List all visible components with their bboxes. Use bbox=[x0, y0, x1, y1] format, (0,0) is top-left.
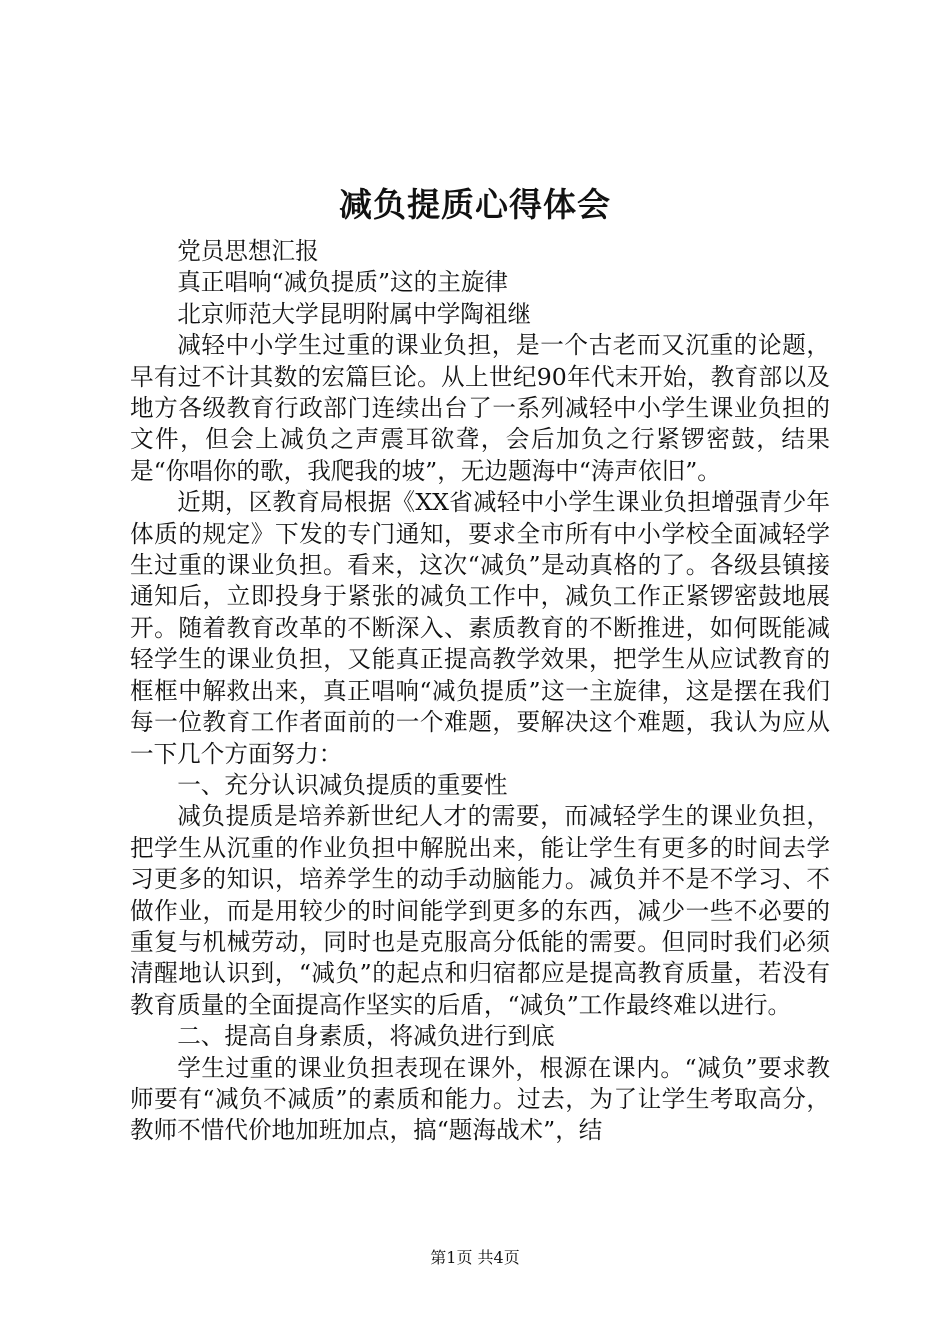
section-heading-2: 二、提高自身素质，将减负进行到底 bbox=[177, 1022, 555, 1051]
paragraph-teacher-quality: 学生过重的课业负担表现在课外，根源在课内。“减负”要求教师要有“减负不减质”的素质和能力。过去，为了让学生考取高分，教师不惜代价地加班加点，搞“题海战术”，结 bbox=[130, 1053, 830, 1145]
paragraph-intro: 减轻中小学生过重的课业负担，是一个古老而又沉重的论题，早有过不计其数的宏篇巨论。从上世纪90年代末开始，教育部以及地方各级教育行政部门连续出台了一系列减轻中小学生课业负担的文件，但会上减负之声震耳欲聋，会后加负之行紧锣密鼓，结果是“你唱你的歌，我爬我的坡”，无边题海中“涛声依旧”。 bbox=[130, 331, 830, 485]
page-footer: 第1页 共4页 bbox=[430, 1248, 520, 1267]
subtitle-line: 真正唱响“减负提质”这的主旋律 bbox=[177, 268, 509, 297]
paragraph-recent-notice: 近期，区教育局根据《XX省减轻中小学生课业负担增强青少年体质的规定》下发的专门通知，要求全市所有中小学校全面减轻学生过重的课业负担。看来，这次“减负”是动真格的了。各级县镇接通知后，立即投身于紧张的减负工作中，减负工作正紧锣密鼓地展开。随着教育改革的不断深入、素质教育的不断推进，如何既能减轻学生的课业负担，又能真正提高教学效果，把学生从应试教育的框框中解救出来，真正唱响“减负提质”这一主旋律，这是摆在我们每一位教育工作者面前的一个难题，要解决这个难题，我认为应从一下几个方面努力： bbox=[130, 488, 830, 768]
document-body bbox=[130, 236, 830, 1147]
section-heading-1: 一、充分认识减负提质的重要性 bbox=[177, 770, 508, 799]
document-title: 减负提质心得体会 bbox=[339, 185, 611, 224]
paragraph-importance: 减负提质是培养新世纪人才的需要，而减轻学生的课业负担，把学生从沉重的作业负担中解脱出来，能让学生有更多的时间去学习更多的知识，培养学生的动手动脑能力。减负并不是不学习、不做作业，而是用较少的时间能学到更多的东西，减少一些不必要的重复与机械劳动，同时也是克服高分低能的需要。但同时我们必须清醒地认识到，“减负”的起点和归宿都应是提高教育质量，若没有教育质量的全面提高作坚实的后盾，“减负”工作最终难以进行。 bbox=[130, 802, 830, 1019]
author-line: 北京师范大学昆明附属中学陶祖继 bbox=[177, 299, 532, 328]
category-line: 党员思想汇报 bbox=[177, 237, 319, 265]
